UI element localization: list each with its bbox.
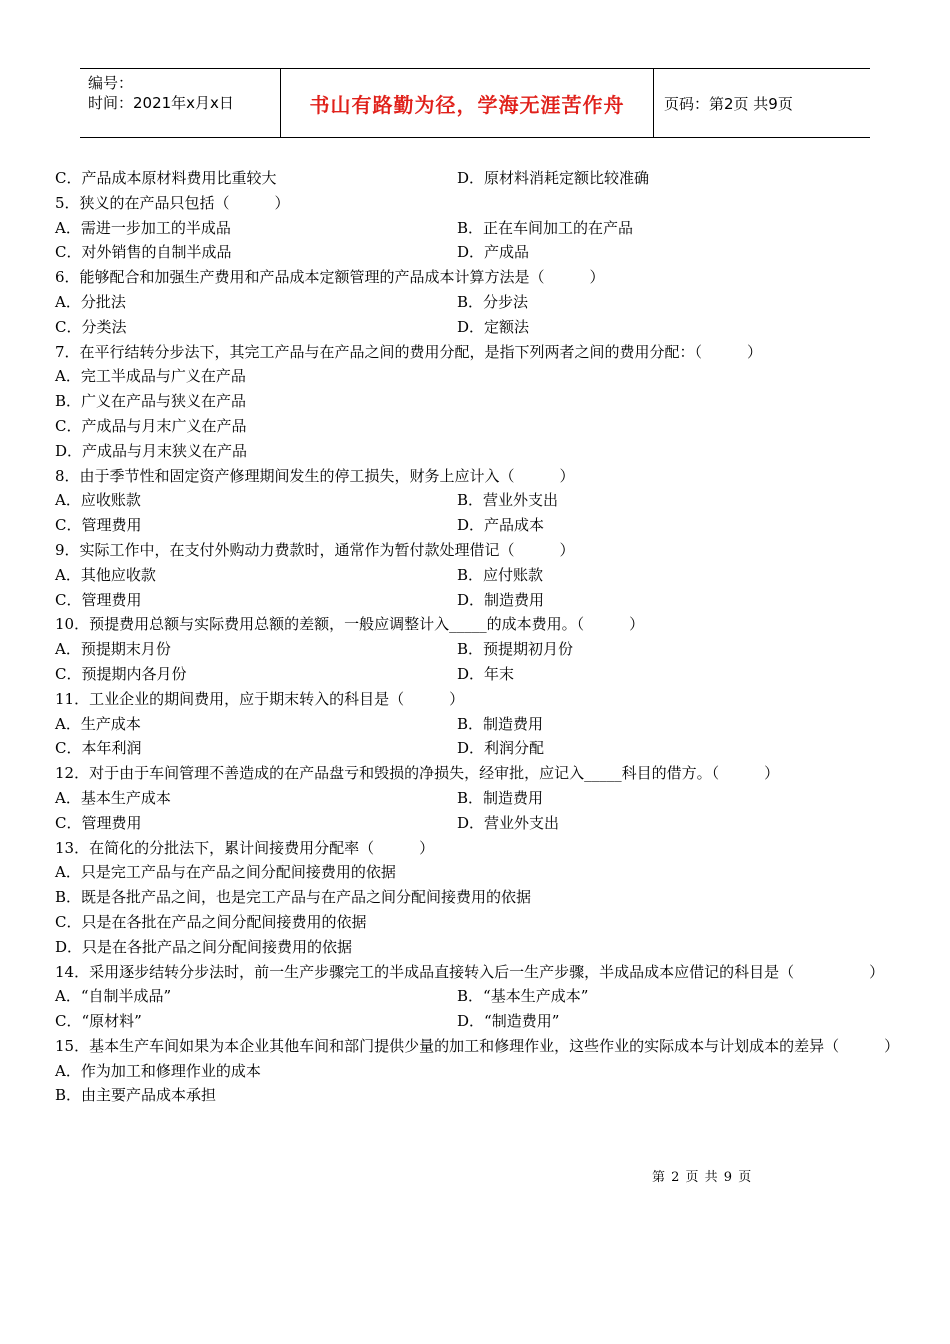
- option-text: D．产成品: [457, 243, 530, 262]
- question-stem: 8．由于季节性和固定资产修理期间发生的停工损失，财务上应计入（ ）: [55, 466, 575, 485]
- option-row: [55, 786, 900, 811]
- option-text: B．正在车间加工的在产品: [457, 218, 634, 237]
- header-meta: [80, 69, 280, 137]
- option-text: C．对外销售的自制半成品: [55, 243, 232, 262]
- option-row: [55, 662, 900, 687]
- option-text: A．预提期末月份: [55, 640, 171, 659]
- option-text: D．只是在各批产品之间分配间接费用的依据: [55, 937, 353, 956]
- option-row: [55, 984, 900, 1009]
- page-header: [80, 68, 870, 138]
- option-text: B．制造费用: [457, 714, 544, 733]
- header-motto-cell: [280, 69, 654, 137]
- option-text: D．产品成本: [457, 516, 545, 535]
- option-text: C．预提期内各月份: [55, 664, 187, 683]
- option-text: D．制造费用: [457, 590, 545, 609]
- option-text: C．管理费用: [55, 813, 142, 832]
- option-text: D．原材料消耗定额比较准确: [457, 169, 650, 187]
- question-stem: 9．实际工作中，在支付外购动力费款时，通常作为暂付款处理借记（ ）: [55, 540, 575, 559]
- question-stem: 5．狭义的在产品只包括（ ）: [55, 193, 290, 212]
- option-row: [55, 736, 900, 761]
- option-text: B．由主要产品成本承担: [55, 1086, 217, 1105]
- option-row: [55, 588, 900, 613]
- document-code-label: 编号：: [88, 74, 134, 92]
- option-row: [55, 637, 900, 662]
- option-row: [55, 811, 900, 836]
- option-text: A．只是完工产品与在产品之间分配间接费用的依据: [55, 863, 396, 882]
- option-text: D．年末: [457, 664, 515, 683]
- header-motto: 书山有路勤为径，学海无涯苦作舟: [309, 92, 625, 117]
- option-row: [55, 1009, 900, 1034]
- option-row: [55, 216, 900, 241]
- option-text: C．管理费用: [55, 590, 142, 609]
- option-text: A．作为加工和修理作业的成本: [55, 1061, 261, 1080]
- option-text: C．“原材料”: [55, 1012, 142, 1031]
- option-row: [55, 315, 900, 340]
- option-text: B．既是各批产品之间，也是完工产品与在产品之间分配间接费用的依据: [55, 888, 532, 907]
- option-text: B．广义在产品与狭义在产品: [55, 392, 247, 411]
- option-text: A．基本生产成本: [55, 788, 171, 807]
- option-text: A．完工半成品与广义在产品: [55, 367, 246, 386]
- option-text: D．产成品与月末狭义在产品: [55, 441, 248, 460]
- option-text: B．应付账款: [457, 565, 544, 584]
- option-text: C．产成品与月末广义在产品: [55, 416, 247, 435]
- option-text: D．“制造费用”: [457, 1012, 560, 1031]
- option-text: B．营业外支出: [457, 491, 559, 510]
- option-text: B．分步法: [457, 292, 529, 311]
- option-text: B．预提期初月份: [457, 640, 574, 659]
- option-row: [55, 488, 900, 513]
- option-text: A．生产成本: [55, 714, 141, 733]
- option-text: D．利润分配: [457, 739, 545, 758]
- option-text: B．制造费用: [457, 788, 544, 807]
- question-stem: 10．预提费用总额与实际费用总额的差额，一般应调整计入_____的成本费用。（ ）: [55, 615, 645, 634]
- option-text: C．本年利润: [55, 739, 142, 758]
- option-text: C．只是在各批在产品之间分配间接费用的依据: [55, 912, 367, 931]
- question-stem: 7．在平行结转分步法下，其完工产品与在产品之间的费用分配，是指下列两者之间的费用分配：（ ）: [55, 342, 763, 361]
- option-text: C．管理费用: [55, 516, 142, 535]
- question-stem: 14．采用逐步结转分步法时，前一生产步骤完工的半成品直接转入后一生产步骤，半成品成本应借记的科目是（ ）: [55, 962, 885, 981]
- option-row: [55, 240, 900, 265]
- option-text: A．需进一步加工的半成品: [55, 218, 231, 237]
- option-text: A．分批法: [55, 292, 126, 311]
- header-page-number: 页码：第2页 共9页: [664, 94, 793, 113]
- document-time-label: 时间：2021年x月x日: [88, 94, 234, 112]
- option-row: [55, 166, 900, 191]
- question-stem: 15．基本生产车间如果为本企业其他车间和部门提供少量的加工和修理作业，这些作业的实际成本与计划成本的差异（ ）: [55, 1036, 900, 1055]
- question-stem: 12．对于由于车间管理不善造成的在产品盘亏和毁损的净损失，经审批，应记入_____科目的借方。（ ）: [55, 764, 780, 783]
- page-footer: 第 2 页 共 9 页: [652, 1170, 753, 1185]
- option-text: B．“基本生产成本”: [457, 987, 589, 1006]
- option-text: C．分类法: [55, 317, 127, 336]
- option-row: [55, 513, 900, 538]
- header-page-cell: [654, 69, 870, 137]
- option-row: [55, 563, 900, 588]
- option-text: D．营业外支出: [457, 813, 560, 832]
- option-text: A．“自制半成品”: [55, 987, 172, 1006]
- question-body: [55, 166, 900, 1108]
- option-row: [55, 712, 900, 737]
- question-stem: 6．能够配合和加强生产费用和产品成本定额管理的产品成本计算方法是（ ）: [55, 268, 605, 287]
- option-text: A．应收账款: [55, 491, 141, 510]
- question-stem: 13．在简化的分批法下，累计间接费用分配率（ ）: [55, 838, 435, 857]
- question-stem: 11．工业企业的期间费用，应于期末转入的科目是（ ）: [55, 689, 465, 708]
- option-row: [55, 290, 900, 315]
- option-text: A．其他应收款: [55, 565, 156, 584]
- option-text: D．定额法: [457, 317, 530, 336]
- option-text: C．产品成本原材料费用比重较大: [55, 169, 277, 187]
